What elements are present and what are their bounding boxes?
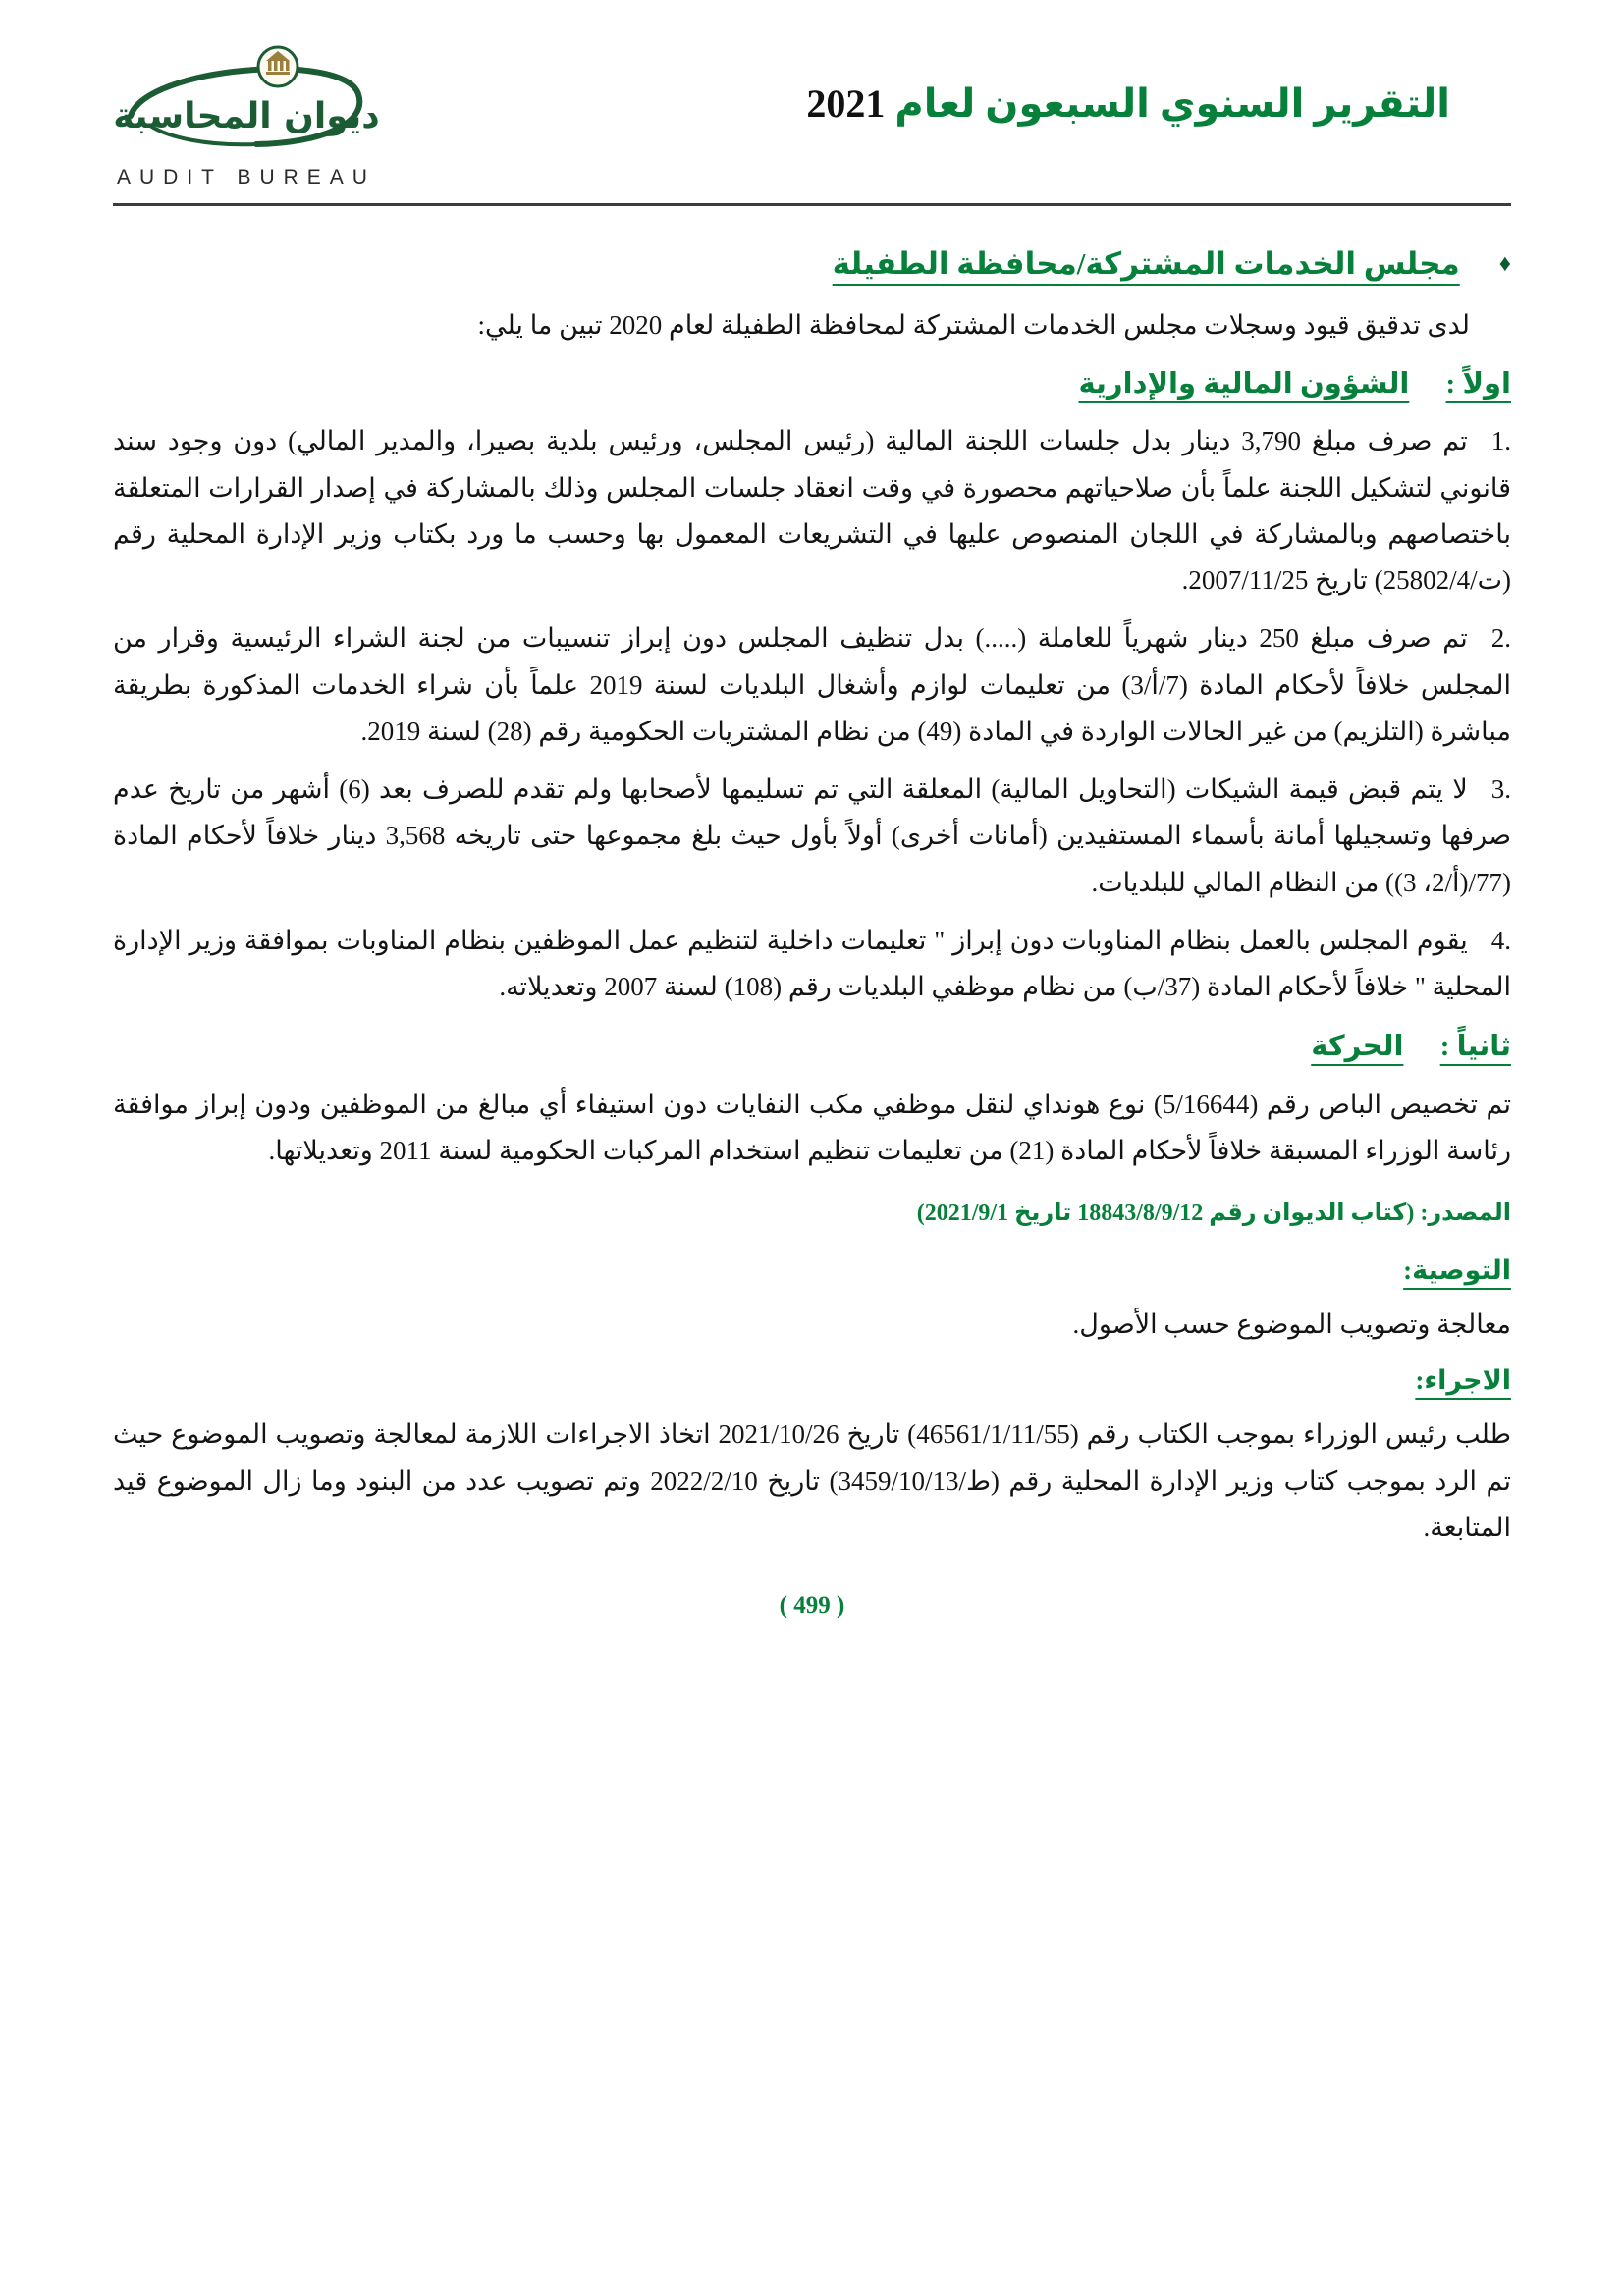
procedure-heading: الاجراء:: [1415, 1365, 1511, 1395]
item-number: 3.: [1490, 774, 1511, 804]
audit-bureau-logo: [93, 45, 400, 189]
council-title: مجلس الخدمات المشتركة/محافظة الطفيلة: [832, 246, 1460, 281]
logo-latin-name: AUDIT BUREAU: [117, 166, 376, 188]
page-header: [0, 0, 1624, 189]
logo-graphic: [99, 45, 394, 157]
report-year: 2021: [806, 81, 886, 126]
item-text: تم صرف مبلغ 3,790 دينار بدل جلسات اللجنة المالية (رئيس المجلس، ورئيس بلدية بصيرا، والمدير المالي) دون وجود سند قانوني لتشكيل اللجنة علماً بأن صلاحياتهم محصورة في وقت انعقاد جلسات المجلس وذلك بالمشاركة في إصدار القرارات المتعلقة باختصاصهم وبالمشاركة في اللجان المنصوص عليها في التشريعات المعمول بها وحسب ما ورد بكتاب وزير الإدارة المحلية رقم (ت/25802/4) تاريخ 2007/11/25.: [113, 426, 1511, 595]
item-number: 2.: [1490, 623, 1511, 654]
procedure-text: طلب رئيس الوزراء بموجب الكتاب رقم (46561/1/11/55) تاريخ 2021/10/26 اتخاذ الاجراءات اللازمة لمعالجة وتصويب الموضوع حيث تم الرد بموجب كتاب وزير الإدارة المحلية رقم (ط/3459/10/13) تاريخ 2022/2/10 وتم تصويب عدد من البنود وما زال الموضوع قيد المتابعة.: [113, 1419, 1512, 1542]
section1-heading: [113, 359, 1511, 409]
item-text: لا يتم قبض قيمة الشيكات (التحاويل المالية) المعلقة التي تم تسليمها لأصحابها ولم تقدم للصرف بعد (6) أشهر من تاريخ عدم صرفها وتسجيلها أمانة بأسماء المستفيدين (أمانات أخرى) أولاً بأول حيث بلغ مجموعها حتى تاريخه 3,568 دينار خلافاً لأحكام المادة (77/(أ/2، 3)) من النظام المالي للبلديات.: [113, 774, 1511, 897]
diamond-bullet-icon: ♦: [1498, 251, 1511, 278]
recommendation-heading: التوصية:: [1403, 1255, 1511, 1285]
item-text: يقوم المجلس بالعمل بنظام المناوبات دون إبراز " تعليمات داخلية لتنظيم عمل الموظفين بنظام المناوبات بموافقة وزير الإدارة المحلية " خلافاً لأحكام المادة (37/ب) من نظام موظفي البلديات رقم (108) لسنة 2007 وتعديلاته.: [113, 925, 1511, 1001]
report-title: [802, 80, 1511, 127]
movement-paragraph: تم تخصيص الباص رقم (5/16644) نوع هونداي لنقل موظفي مكب النفايات دون استيفاء أي مبالغ من الموظفين ودون إبراز موافقة رئاسة الوزراء المسبقة خلافاً لأحكام المادة (21) من تعليمات تنظيم استخدام المركبات الحكومية لسنة 2011 وتعديلاتها.: [113, 1090, 1511, 1166]
council-heading-row: [113, 238, 1511, 291]
finding-item-1: [113, 418, 1511, 604]
section1-title: الشؤون المالية والإدارية: [1078, 367, 1410, 400]
finding-item-4: [113, 918, 1511, 1011]
section2-title: الحركة: [1311, 1031, 1404, 1063]
item-number: 1.: [1490, 426, 1512, 456]
finding-item-3: [113, 767, 1511, 906]
section2-label: ثانياً :: [1439, 1031, 1511, 1063]
recommendation-text: معالجة وتصويب الموضوع حسب الأصول.: [1072, 1308, 1511, 1339]
logo-arabic-name: ديوان المحاسبة: [113, 96, 380, 136]
report-body: [0, 206, 1624, 1628]
report-title-text: التقرير السنوي السبعون لعام: [894, 81, 1450, 126]
item-number: 4.: [1490, 925, 1511, 955]
source-line: المصدر: (كتاب الديوان رقم 18843/8/9/12 تاريخ 2021/9/1): [916, 1200, 1511, 1226]
item-text: تم صرف مبلغ 250 دينار شهرياً للعاملة (.....) بدل تنظيف المجلس دون إبراز تنسيبات من لجنة الشراء الرئيسية وقرار من المجلس خلافاً لأحكام المادة (7/أ/3) من تعليمات لوازم وأشغال البلديات لسنة 2019 علماً بأن شراء الخدمات المذكورة بطريقة مباشرة (التلزيم) من غير الحالات الواردة في المادة (49) من نظام المشتريات الحكومية رقم (28) لسنة 2019.: [113, 623, 1511, 746]
section1-label: اولاً :: [1445, 367, 1511, 400]
findings-list: [113, 418, 1511, 1010]
page-number: ( 499 ): [779, 1592, 845, 1619]
intro-paragraph: لدى تدقيق قيود وسجلات مجلس الخدمات المشتركة لمحافظة الطفيلة لعام 2020 تبين ما يلي:: [477, 310, 1470, 341]
finding-item-2: [113, 615, 1511, 755]
section2-heading: [113, 1022, 1511, 1072]
